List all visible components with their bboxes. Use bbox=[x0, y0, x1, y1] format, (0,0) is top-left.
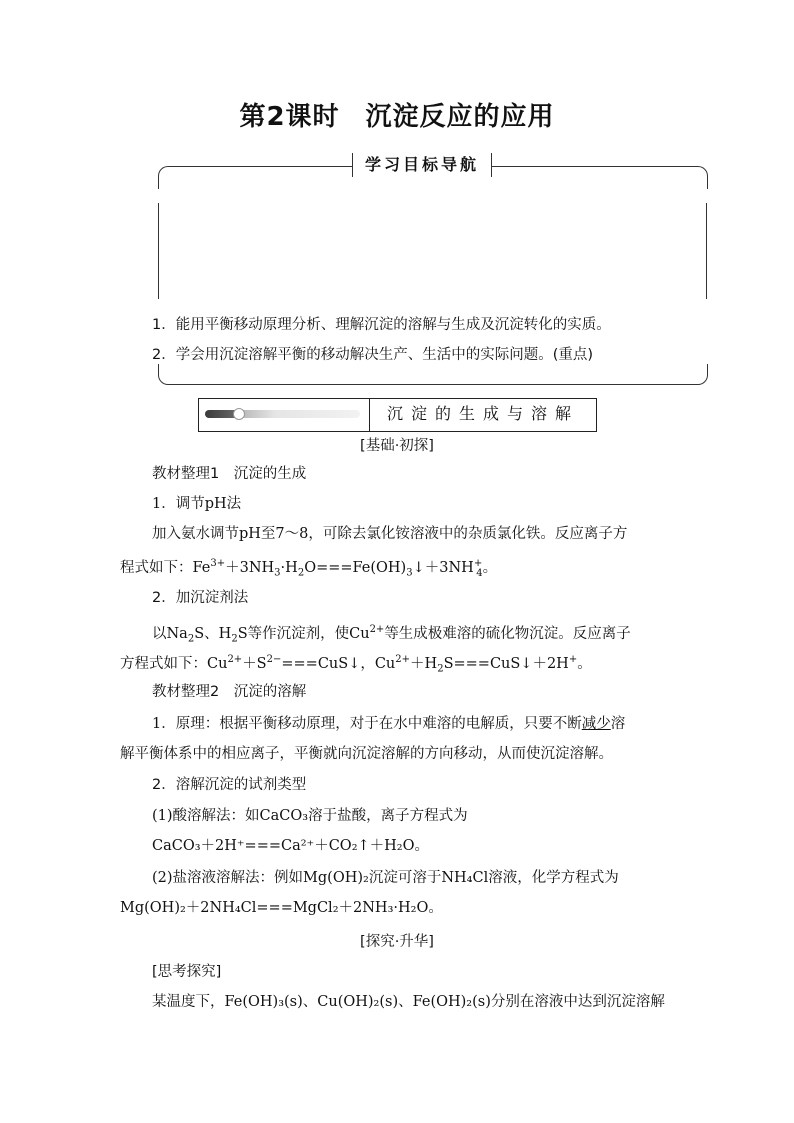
paragraph-line: (2)盐溶液溶解法：例如Mg(OH)₂沉淀可溶于NH₄Cl溶液，化学方程式为 bbox=[152, 870, 619, 886]
paragraph-line: 某温度下，Fe(OH)₃(s)、Cu(OH)₂(s)、Fe(OH)₂(s)分别在溶液中达到沉淀溶解 bbox=[152, 994, 665, 1010]
paragraph-line: 解平衡体系中的相应离子，平衡就向沉淀溶解的方向移动，从而使沉淀溶解。 bbox=[120, 746, 613, 762]
page-title bbox=[0, 96, 794, 133]
goals-box-left-border bbox=[158, 203, 159, 299]
tag-explore: [探究·升华] bbox=[360, 934, 434, 950]
subheading-1: 1．调节pH法 bbox=[152, 496, 242, 512]
goal-item: 2．学会用沉淀溶解平衡的移动解决生产、生活中的实际问题。(重点) bbox=[152, 347, 594, 363]
text-run: 1．原理：根据平衡移动原理，对于在水中难溶的电解质，只要不断 bbox=[152, 716, 582, 732]
progress-knob-graphic bbox=[233, 408, 245, 420]
paragraph-line bbox=[152, 714, 680, 734]
underlined-keyword: 减少 bbox=[581, 716, 611, 732]
lesson-number: 第2课时 bbox=[239, 102, 340, 132]
section-banner bbox=[198, 398, 597, 432]
progress-bar-graphic bbox=[205, 410, 360, 418]
heading-2: 教材整理2 沉淀的溶解 bbox=[152, 684, 307, 700]
banner-left-cell bbox=[199, 399, 370, 431]
goal-item: 1．能用平衡移动原理分析、理解沉淀的溶解与生成及沉淀转化的实质。 bbox=[152, 317, 611, 333]
text-run: 方程式如下：Cu bbox=[120, 655, 228, 672]
lesson-title: 沉淀反应的应用 bbox=[365, 102, 555, 132]
paragraph-line: (1)酸溶解法：如CaCO₃溶于盐酸，离子方程式为 bbox=[152, 808, 468, 824]
paragraph-line: 加入氨水调节pH至7～8，可除去氯化铵溶液中的杂质氯化铁。反应离子方 bbox=[152, 526, 628, 542]
section-title: 沉淀的生成与溶解 bbox=[386, 404, 579, 423]
tag-basic: [基础·初探] bbox=[360, 438, 434, 454]
text-run: 溶 bbox=[610, 716, 626, 732]
equation-line: Mg(OH)₂＋2NH₄Cl===MgCl₂＋2NH₃·H₂O。 bbox=[120, 900, 443, 916]
paragraph-line: 以$Na_2S$、$H_2S$等作沉淀剂，使$Cu^{2+}$等生成极难溶的硫化物沉淀。反应离子 bbox=[152, 624, 631, 645]
equation-line: 方程式如下：$Cu^{2+}+S^{2-}===CuS↓$，$Cu^{2+}+H_2S===CuS↓+2H^+$。 bbox=[120, 654, 592, 675]
equation-line: CaCO₃＋2H⁺===Ca²⁺＋CO₂↑＋H₂O。 bbox=[152, 838, 430, 854]
text-run: 以Na bbox=[152, 625, 188, 642]
subheading-2: 2．加沉淀剂法 bbox=[152, 590, 249, 606]
goals-box-bottom bbox=[158, 364, 708, 385]
goals-box-label: 学习目标导航 bbox=[352, 153, 492, 177]
heading-1: 教材整理1 沉淀的生成 bbox=[152, 466, 307, 482]
subheading-3: 2．溶解沉淀的试剂类型 bbox=[152, 777, 307, 793]
think-heading: [思考探究] bbox=[152, 964, 222, 980]
goals-box-right-border bbox=[706, 203, 707, 299]
equation-line: 程式如下：$Fe^{3+}+3NH_3\cdot H_2O===Fe(OH)_3↓+3NH^+_4$。 bbox=[120, 558, 498, 579]
text-run: 程式如下：Fe bbox=[120, 559, 211, 576]
